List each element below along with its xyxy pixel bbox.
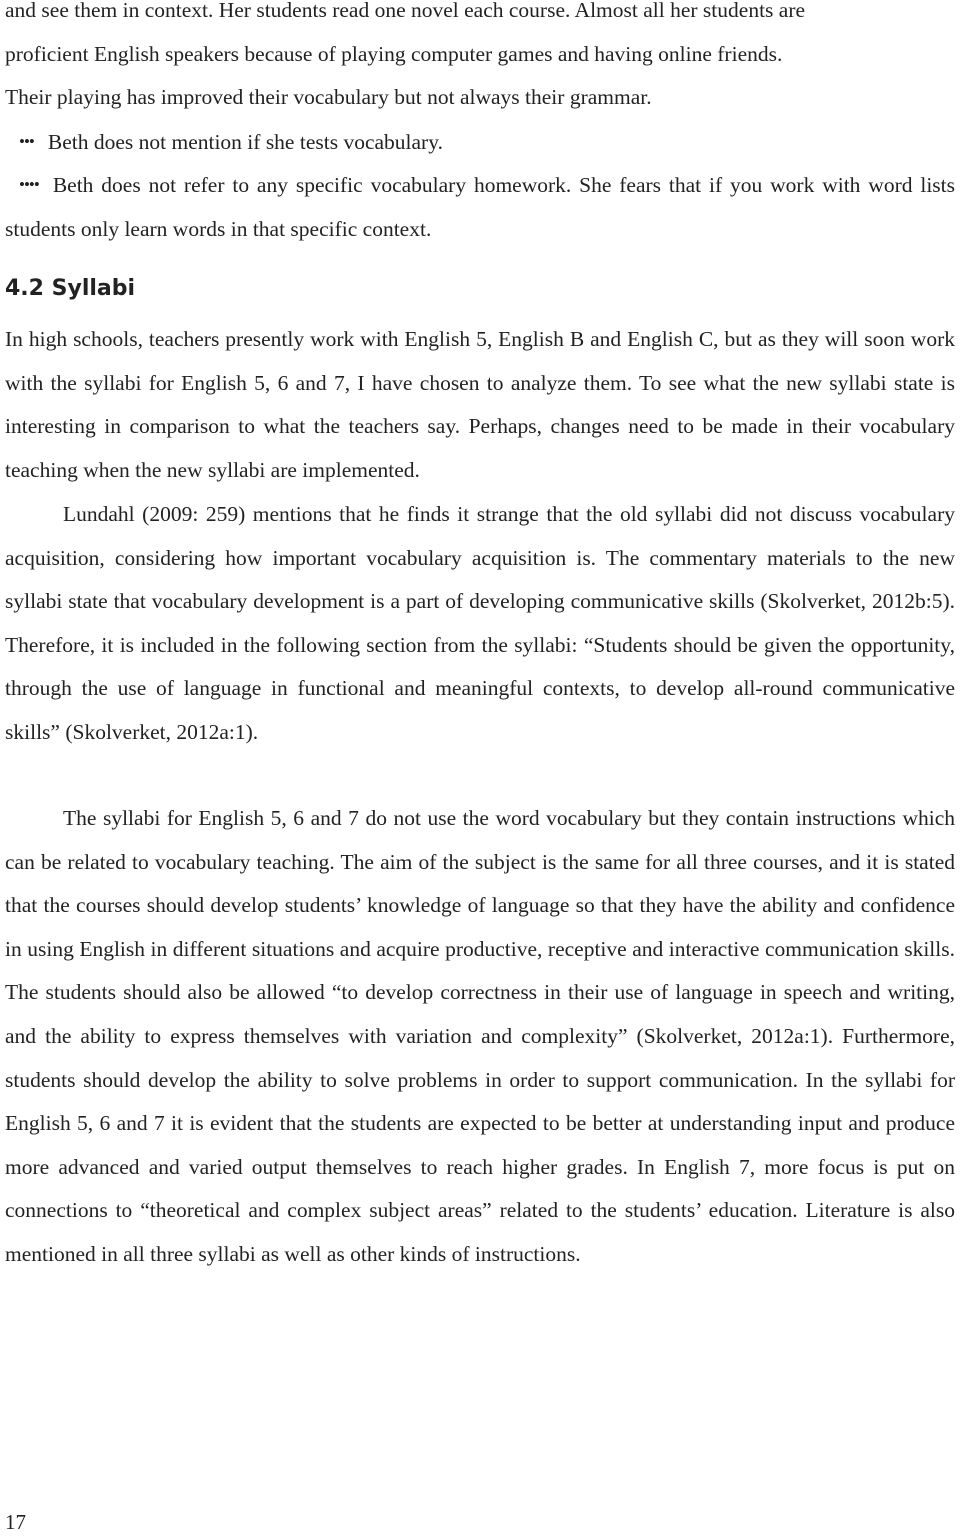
section-paragraph-2: Lundahl (2009: 259) mentions that he finds it strange that the old syllabi did not discuss vocabulary acquisition, considering how important vocabulary acquisition is. The commentary materials to the new syllabi state that vocabulary development is a part of developing communicative skills (Skolverket, 2012b:5). Therefore, it is included in the following section from the syllabi: “Students should be given the opportunity, through the use of language in functional and meaningful contexts, to develop all-round communicative skills” (Skolverket, 2012a:1). — [5, 502, 955, 744]
top-paragraph-line1: and see them in context. Her students read one novel each course. Almost all her students are — [5, 0, 806, 22]
section-paragraph-3: The syllabi for English 5, 6 and 7 do not use the word vocabulary but they contain instructions which can be related to vocabulary teaching. The aim of the subject is the same for all three courses, and it is stated that the courses should develop students’ knowledge of language so that they have the ability and confidence in using English in different situations and acquire productive, receptive and interactive communication skills. The students should also be allowed “to develop correctness in their use of language in speech and writing, and the ability to express themselves with variation and complexity” (Skolverket, 2012a:1). Furthermore, students should develop the ability to solve problems in order to support communication. In the syllabi for English 5, 6 and 7 it is evident that the students are expected to be better at understanding input and produce more advanced and varied output themselves to reach higher grades. In English 7, more focus is put on connections to “theoretical and complex subject areas” related to the students’ education. Literature is also mentioned in all three syllabi as well as other kinds of instructions. — [5, 806, 955, 1266]
bullet-text: Beth does not refer to any specific vocabulary homework. She fears that if you work with word lists students only learn words in that specific context. — [5, 173, 955, 241]
bullet-item-4 — [5, 163, 955, 251]
bullet-marker: •••• — [19, 175, 39, 194]
bullet-text: Beth does not mention if she tests vocabulary. — [47, 130, 443, 154]
bullet-item-3 — [5, 120, 955, 165]
section-paragraph-1: In high schools, teachers presently work with English 5, English B and English C, but as they will soon work with the syllabi for English 5, 6 and 7, I have chosen to analyze them. To see what the new syllabi state is interesting in comparison to what the teachers say. Perhaps, changes need to be made in their vocabulary teaching when the new syllabi are implemented. — [5, 327, 955, 482]
bullet-marker: ••• — [19, 132, 34, 151]
top-paragraph-line3: Their playing has improved their vocabulary but not always their grammar. — [5, 85, 652, 110]
top-paragraph-line2: proficient English speakers because of playing computer games and having online friends. — [5, 41, 783, 66]
section-heading: 4.2 Syllabi — [5, 276, 136, 301]
top-paragraph — [5, 0, 955, 120]
page-number: 17 — [5, 1510, 26, 1534]
